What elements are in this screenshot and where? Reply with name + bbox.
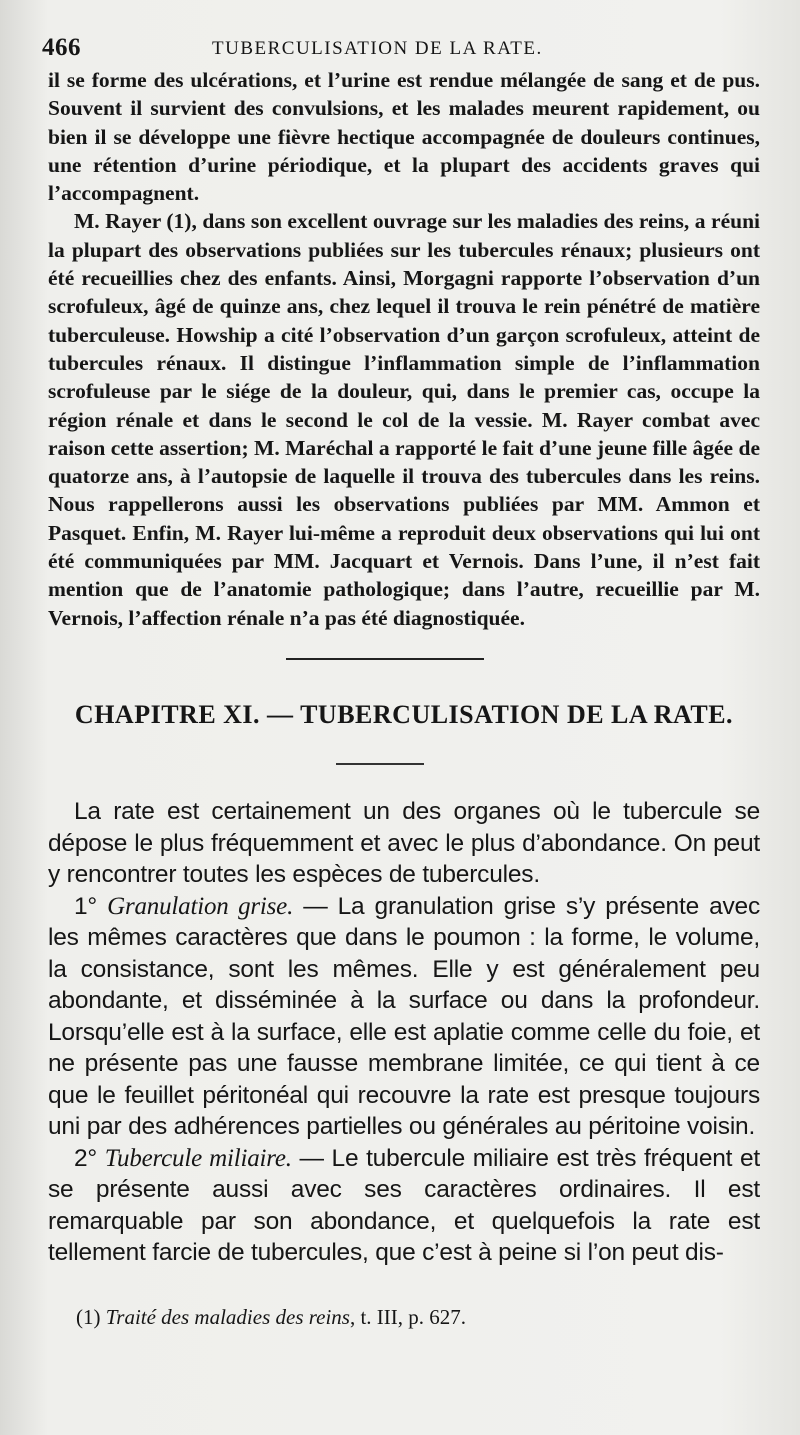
paragraph-miliaire [48, 1143, 760, 1269]
paragraph-intro: La rate est certainement un des organes où le tubercule se dépose le plus fréquemment et avec le plus d’abondance. On peut y rencontrer toutes les espèces de tubercules. [48, 798, 760, 888]
running-title: TUBERCULISATION DE LA RATE. [212, 38, 543, 59]
paragraph-rayer: M. Rayer (1), dans son excellent ouvrage sur les maladies des reins, a réuni la plupart des observations publiées sur les tubercules rénaux; plusieurs ont été recueillies chez des enfants. Ainsi, Morgagni rapporte l’observation d’un scrofuleux, âgé de quinze ans, chez lequel il trouva le rein pénétré de matière tuberculeuse. Howship a cité l’observation d’un garçon scrofuleux, atteint de tubercules rénaux. Il distingue l’inflammation simple de l’inflammation scrofuleuse par le siége de la douleur, qui, dans le premier cas, occupe la région rénale et dans le second le col de la vessie. M. Rayer combat avec raison cette assertion; M. Maréchal a rapporté le fait d’une jeune fille âgée de quatorze ans, à l’autopsie de laquelle il trouva des tubercules dans les reins. Nous rappellerons aussi les observations publiées par MM. Ammon et Pasquet. Enfin, M. Rayer lui-même a reproduit deux observations qui lui ont été communiquées par MM. Jacquart et Vernois. Dans l’une, il n’est fait mention que de l’anatomie pathologique; dans l’autre, recueillie par M. Vernois, l’affection rénale n’a pas été diagnostiquée. [48, 209, 760, 630]
page-number: 466 [42, 34, 81, 61]
miliaire-text: — Le tubercule miliaire est très fréquent et se présente aussi avec ses caractères ordinaires. Il est remarquable par son abondance, et quelquefois la rate est tellement farcie de tubercules, que c’est à peine si l’on peut dis- [48, 1144, 761, 1266]
footnote-mark: (1) [76, 1305, 101, 1329]
section-number-1: 1° [74, 892, 98, 920]
term-tubercule-miliaire: Tubercule miliaire. [104, 1144, 292, 1172]
page-header [42, 34, 762, 64]
chapter-underline [336, 763, 424, 765]
footnote [76, 1305, 766, 1330]
granulation-text: — La granulation grise s’y présente avec les mêmes caractères que dans le poumon : la forme, le volume, la consistance, sont les mêmes. Elle y est généralement peu abondante, et disséminée à la surface ou dans la profondeur. Lorsqu’elle est à la surface, elle est aplatie comme celle du foie, et ne présente pas une fausse membrane limitée, ce qui tient à ce que le feuillet péritonéal qui recouvre la rate est presque toujours uni par des adhérences partielles ou générales au péritoine voisin. [48, 892, 761, 1140]
footnote-ref: , t. III, p. 627. [349, 1305, 467, 1329]
paragraph-granulation [48, 891, 760, 1143]
paragraph-continuation: il se forme des ulcérations, et l’urine est rendue mélangée de sang et de pus. Souvent il survient des convulsions, et les malades meurent rapidement, ou bien il se développe une fièvre hectique accompagnée de douleurs continues, une rétention d’urine périodique, et la plupart des accidents graves qui l’accompagnent. [48, 68, 760, 206]
section-divider [286, 658, 484, 660]
section-number-2: 2° [74, 1144, 98, 1172]
footnote-title: Traité des maladies des reins [105, 1305, 350, 1329]
term-granulation-grise: Granulation grise. [107, 892, 294, 920]
text-block-top [48, 66, 760, 632]
text-block-chapter [48, 796, 760, 1269]
chapter-title: CHAPITRE XI. — TUBERCULISATION DE LA RATE. [74, 700, 734, 729]
